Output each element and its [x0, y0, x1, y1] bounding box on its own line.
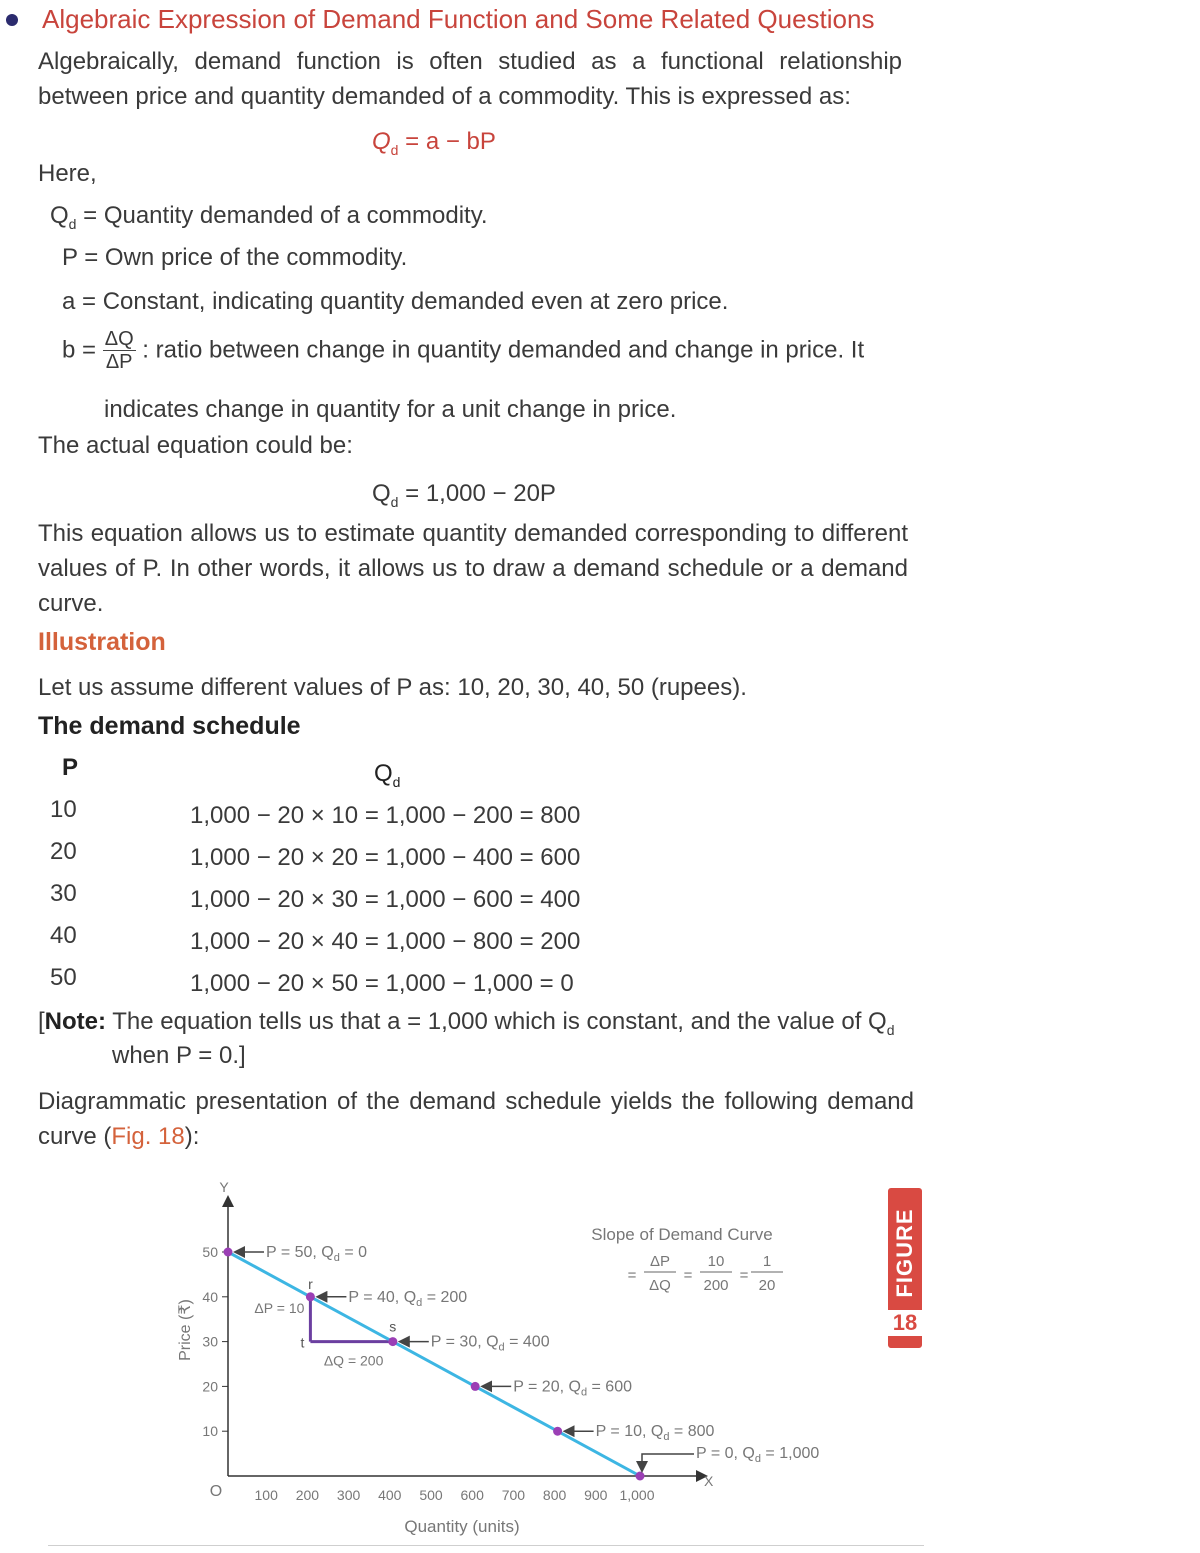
- demand-point: [553, 1427, 562, 1436]
- point-label-arrow: [642, 1454, 694, 1470]
- note-line: [38, 1008, 895, 1038]
- def-qd-sym: Q: [50, 202, 69, 229]
- slope-eq-sign: =: [683, 1267, 693, 1284]
- slope-frac-1-num: ΔP: [649, 1253, 671, 1270]
- demand-point: [306, 1292, 315, 1301]
- demand-line: [228, 1252, 640, 1476]
- point-label: P = 0, $Q_d = 1,000$: [696, 1445, 820, 1465]
- schedule-row-q: 1,000 − 20 × 10 = 1,000 − 200 = 800: [190, 802, 581, 829]
- schedule-row-p: 30: [50, 880, 77, 907]
- x-tick-label: 800: [542, 1487, 567, 1503]
- x-tick-label: 600: [460, 1487, 484, 1503]
- slope-title: Slope of Demand Curve: [591, 1225, 773, 1244]
- schedule-row-p: 50: [50, 964, 77, 991]
- point-label: P = 40, $Q_d = 200$: [348, 1288, 468, 1309]
- col-q-sub: d: [392, 773, 401, 790]
- point-label: P = 50, $Q_d = 0$: [266, 1244, 368, 1264]
- def-qd: [50, 202, 488, 232]
- x-tick-label: 900: [584, 1487, 608, 1503]
- def-b-text: : ratio between change in quantity demanded and change in price. It: [142, 336, 865, 364]
- section-heading: Algebraic Expression of Demand Function and Some Related Questions: [42, 4, 875, 34]
- here-label: Here,: [38, 160, 97, 187]
- point-r-label: r: [308, 1275, 313, 1292]
- x-tick-label: 1,000: [619, 1487, 655, 1503]
- slope-frac-3-den: 20: [758, 1277, 776, 1294]
- slope-frac-1-den: ΔQ: [649, 1277, 671, 1294]
- intro-paragraph: Algebraically, demand function is often studied as a functional relationship between price and quantity demanded of a commodity. This is expressed as:: [38, 48, 902, 110]
- note-label: Note:: [44, 1008, 106, 1035]
- slope-frac-2-num: 10: [707, 1253, 725, 1270]
- schedule-row-q: 1,000 − 20 × 30 = 1,000 − 600 = 400: [190, 886, 581, 913]
- diagram-intro-text: Diagrammatic presentation of the demand schedule yields the following demand curve (: [38, 1088, 914, 1150]
- x-axis-letter: X: [704, 1473, 714, 1489]
- x-tick-label: 200: [295, 1487, 320, 1503]
- x-tick-label: 100: [254, 1487, 278, 1503]
- schedule-row-q: 1,000 − 20 × 20 = 1,000 − 400 = 600: [190, 844, 581, 871]
- def-qd-sub: d: [68, 215, 77, 232]
- def-p: P = Own price of the commodity.: [62, 244, 408, 271]
- schedule-row-p: 10: [50, 796, 77, 823]
- schedule-col-p: P: [62, 754, 79, 781]
- diagram-intro-end: ):: [184, 1123, 200, 1150]
- figure-tab: [888, 1188, 922, 1348]
- slope-frac-2-den: 200: [703, 1277, 729, 1294]
- y-tick-label: 50: [202, 1244, 218, 1260]
- x-tick-label: 700: [501, 1487, 526, 1503]
- schedule-col-q: [374, 760, 400, 790]
- demand-point: [388, 1337, 397, 1346]
- schedule-row-q: 1,000 − 20 × 40 = 1,000 − 800 = 200: [190, 928, 581, 955]
- demand-point: [471, 1382, 480, 1391]
- eq2-sub: d: [390, 493, 399, 510]
- heading-bullet: [6, 14, 18, 26]
- schedule-row-p: 40: [50, 922, 77, 949]
- y-tick-label: 10: [202, 1423, 218, 1440]
- delta-p-label: ΔP = 10: [254, 1300, 305, 1317]
- delta-q-label: ΔQ = 200: [323, 1352, 384, 1369]
- demand-point: [224, 1248, 233, 1257]
- note-text1: The equation tells us that a = 1,000 which is constant, and the value of Q: [106, 1008, 887, 1035]
- schedule-row-q: 1,000 − 20 × 50 = 1,000 − 1,000 = 0: [190, 970, 574, 997]
- point-label: P = 10, $Q_d = 800$: [595, 1423, 715, 1444]
- x-tick-label: 300: [336, 1487, 361, 1503]
- note-open: [: [38, 1008, 45, 1035]
- def-b-sym: b =: [62, 336, 97, 364]
- eq-rhs: = a − bP: [398, 128, 496, 155]
- bottom-rule: [48, 1545, 924, 1546]
- def-qd-text: = Quantity demanded of a commodity.: [76, 202, 488, 229]
- x-axis-title: Quantity (units): [404, 1517, 520, 1536]
- y-tick-label: 30: [202, 1333, 218, 1350]
- demand-point: [636, 1472, 645, 1481]
- def-b-den: ΔP: [105, 351, 133, 373]
- actual-equation: [372, 480, 556, 510]
- eq2-rhs: = 1,000 − 20P: [398, 480, 556, 507]
- point-label: P = 20, $Q_d = 600$: [513, 1378, 633, 1399]
- assume-text: Let us assume different values of P as: 10, 20, 30, 40, 50 (rupees).: [38, 674, 747, 701]
- def-b: [62, 328, 864, 373]
- def-b-cont: indicates change in quantity for a unit change in price.: [104, 396, 677, 423]
- point-s-label: s: [389, 1318, 397, 1335]
- actual-eq-intro: The actual equation could be:: [38, 432, 353, 459]
- figure-tab-word: FIGURE: [892, 1208, 917, 1298]
- point-t-label: t: [300, 1334, 305, 1351]
- point-label: P = 30, $Q_d = 400$: [430, 1333, 550, 1354]
- demand-curve-chart: [0, 1160, 880, 1545]
- y-axis-title: Price (₹): [177, 1299, 194, 1361]
- origin-label: O: [209, 1483, 223, 1500]
- demand-equation: [372, 128, 496, 158]
- def-b-fraction: [103, 328, 136, 373]
- y-tick-label: 20: [202, 1378, 218, 1395]
- y-tick-label: 40: [202, 1288, 218, 1305]
- schedule-heading: The demand schedule: [38, 712, 301, 740]
- eq-sub: d: [390, 141, 399, 158]
- demand-line-group: [228, 1252, 640, 1476]
- estimate-paragraph: This equation allows us to estimate quantity demanded corresponding to different values of P. In other words, it allows us to draw a demand schedule or a demand curve.: [38, 520, 908, 617]
- col-q-letter: Q: [374, 760, 393, 787]
- note-sub: d: [886, 1021, 895, 1038]
- schedule-row-p: 20: [50, 838, 77, 865]
- def-a: a = Constant, indicating quantity demanded even at zero price.: [62, 288, 729, 315]
- slope-annotation: [591, 1225, 783, 1294]
- figure-tab-number: 18: [888, 1310, 922, 1336]
- eq-lhs: Q: [372, 128, 391, 155]
- slope-eq-sign: =: [739, 1267, 749, 1284]
- illustration-heading: Illustration: [38, 628, 166, 656]
- diagram-intro: [38, 1084, 914, 1154]
- slope-frac-3-num: 1: [762, 1253, 772, 1270]
- note-line-2: when P = 0.]: [112, 1042, 246, 1069]
- eq2-lhs: Q: [372, 480, 391, 507]
- y-axis-letter: Y: [219, 1179, 229, 1195]
- def-b-num: ΔQ: [104, 328, 134, 350]
- x-tick-label: 500: [419, 1487, 443, 1503]
- x-tick-label: 400: [378, 1487, 402, 1503]
- slope-eq-sign: =: [627, 1267, 637, 1284]
- figure-ref: Fig. 18: [111, 1123, 185, 1150]
